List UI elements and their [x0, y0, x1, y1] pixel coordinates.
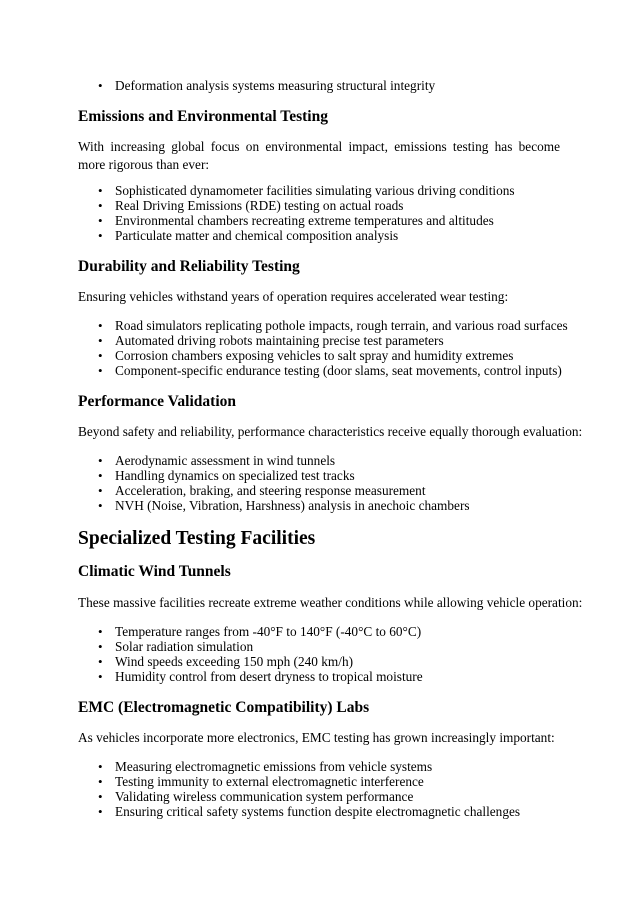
list-item-text: Sophisticated dynamometer facilities simulating various driving conditions — [115, 183, 515, 198]
bullet-icon: • — [98, 483, 103, 498]
bullet-icon: • — [98, 804, 103, 819]
section-heading-facilities: Specialized Testing Facilities — [78, 528, 316, 549]
list-item — [78, 78, 560, 93]
section-heading-emissions: Emissions and Environmental Testing — [78, 108, 328, 125]
list-item-text: Ensuring critical safety systems function despite electromagnetic challenges — [115, 804, 521, 819]
paragraph-emc-intro: As vehicles incorporate more electronics, EMC testing has grown increasingly important: — [78, 730, 555, 745]
bullet-icon: • — [98, 498, 103, 513]
list-item — [78, 789, 560, 804]
list-item — [78, 183, 560, 198]
list-item — [78, 624, 560, 639]
list-item-text: Solar radiation simulation — [115, 639, 254, 654]
paragraph-performance-intro: Beyond safety and reliability, performance characteristics receive equally thorough evaluation: — [78, 424, 583, 439]
list-item-text: Automated driving robots maintaining precise test parameters — [115, 333, 444, 348]
list-item-text: Component-specific endurance testing (door slams, seat movements, control inputs) — [115, 363, 562, 378]
list-item — [78, 453, 560, 468]
list-item — [78, 654, 560, 669]
bullet-icon: • — [98, 468, 103, 483]
list-item-text: Wind speeds exceeding 150 mph (240 km/h) — [115, 654, 354, 669]
list-item — [78, 639, 560, 654]
list-item-text: Real Driving Emissions (RDE) testing on actual roads — [115, 198, 404, 213]
section-heading-climatic: Climatic Wind Tunnels — [78, 563, 231, 580]
list-item — [78, 228, 560, 243]
list-item — [78, 198, 560, 213]
list-item-text: Measuring electromagnetic emissions from vehicle systems — [115, 759, 433, 774]
section-heading-performance: Performance Validation — [78, 393, 236, 410]
list-item — [78, 333, 560, 348]
list-item — [78, 318, 568, 333]
durability-bullet-list — [78, 318, 568, 378]
bullet-icon: • — [98, 363, 103, 378]
list-item — [78, 213, 560, 228]
bullet-icon: • — [98, 213, 103, 228]
list-item-text: Handling dynamics on specialized test tracks — [115, 468, 355, 483]
bullet-icon: • — [98, 183, 103, 198]
bullet-icon: • — [98, 759, 103, 774]
list-item — [78, 483, 560, 498]
bullet-icon: • — [98, 78, 103, 93]
bullet-icon: • — [98, 228, 103, 243]
list-item-text: Acceleration, braking, and steering response measurement — [115, 483, 426, 498]
list-item — [78, 363, 560, 378]
list-item-text: Aerodynamic assessment in wind tunnels — [115, 453, 336, 468]
bullet-icon: • — [98, 333, 103, 348]
list-item-text: Corrosion chambers exposing vehicles to salt spray and humidity extremes — [115, 348, 514, 363]
performance-bullet-list — [78, 453, 560, 513]
list-item-text: Humidity control from desert dryness to tropical moisture — [115, 669, 423, 684]
emc-bullet-list — [78, 759, 560, 819]
list-item — [78, 804, 560, 819]
list-item-text: Particulate matter and chemical composition analysis — [115, 228, 399, 243]
list-item-text: NVH (Noise, Vibration, Harshness) analysis in anechoic chambers — [115, 498, 470, 513]
paragraph-durability-intro: Ensuring vehicles withstand years of operation requires accelerated wear testing: — [78, 289, 509, 304]
list-item-text: Deformation analysis systems measuring structural integrity — [115, 78, 436, 93]
list-item — [78, 669, 560, 684]
climatic-bullet-list — [78, 624, 560, 684]
list-item — [78, 468, 560, 483]
list-item — [78, 348, 560, 363]
bullet-icon: • — [98, 639, 103, 654]
bullet-icon: • — [98, 624, 103, 639]
bullet-icon: • — [98, 789, 103, 804]
emissions-bullet-list — [78, 183, 560, 243]
list-item-text: Validating wireless communication system performance — [115, 789, 414, 804]
paragraph-climatic-intro: These massive facilities recreate extreme weather conditions while allowing vehicle operation: — [78, 595, 583, 610]
list-item-text: Environmental chambers recreating extreme temperatures and altitudes — [115, 213, 494, 228]
bullet-icon: • — [98, 198, 103, 213]
bullet-icon: • — [98, 348, 103, 363]
list-item — [78, 498, 560, 513]
section-heading-emc: EMC (Electromagnetic Compatibility) Labs — [78, 699, 370, 716]
list-item — [78, 759, 560, 774]
bullet-icon: • — [98, 774, 103, 789]
list-item-text: Road simulators replicating pothole impacts, rough terrain, and various road surfaces — [115, 318, 568, 333]
bullet-icon: • — [98, 318, 103, 333]
bullet-icon: • — [98, 453, 103, 468]
bullet-icon: • — [98, 654, 103, 669]
bullet-icon: • — [98, 669, 103, 684]
paragraph-emissions-intro: With increasing global focus on environmental impact, emissions testing has become more rigorous than ever: — [78, 139, 560, 172]
list-item-text: Testing immunity to external electromagnetic interference — [115, 774, 424, 789]
section-heading-durability: Durability and Reliability Testing — [78, 258, 300, 275]
list-item-text: Temperature ranges from -40°F to 140°F (-40°C to 60°C) — [115, 624, 422, 639]
top-bullet-list — [78, 78, 560, 93]
list-item — [78, 774, 560, 789]
